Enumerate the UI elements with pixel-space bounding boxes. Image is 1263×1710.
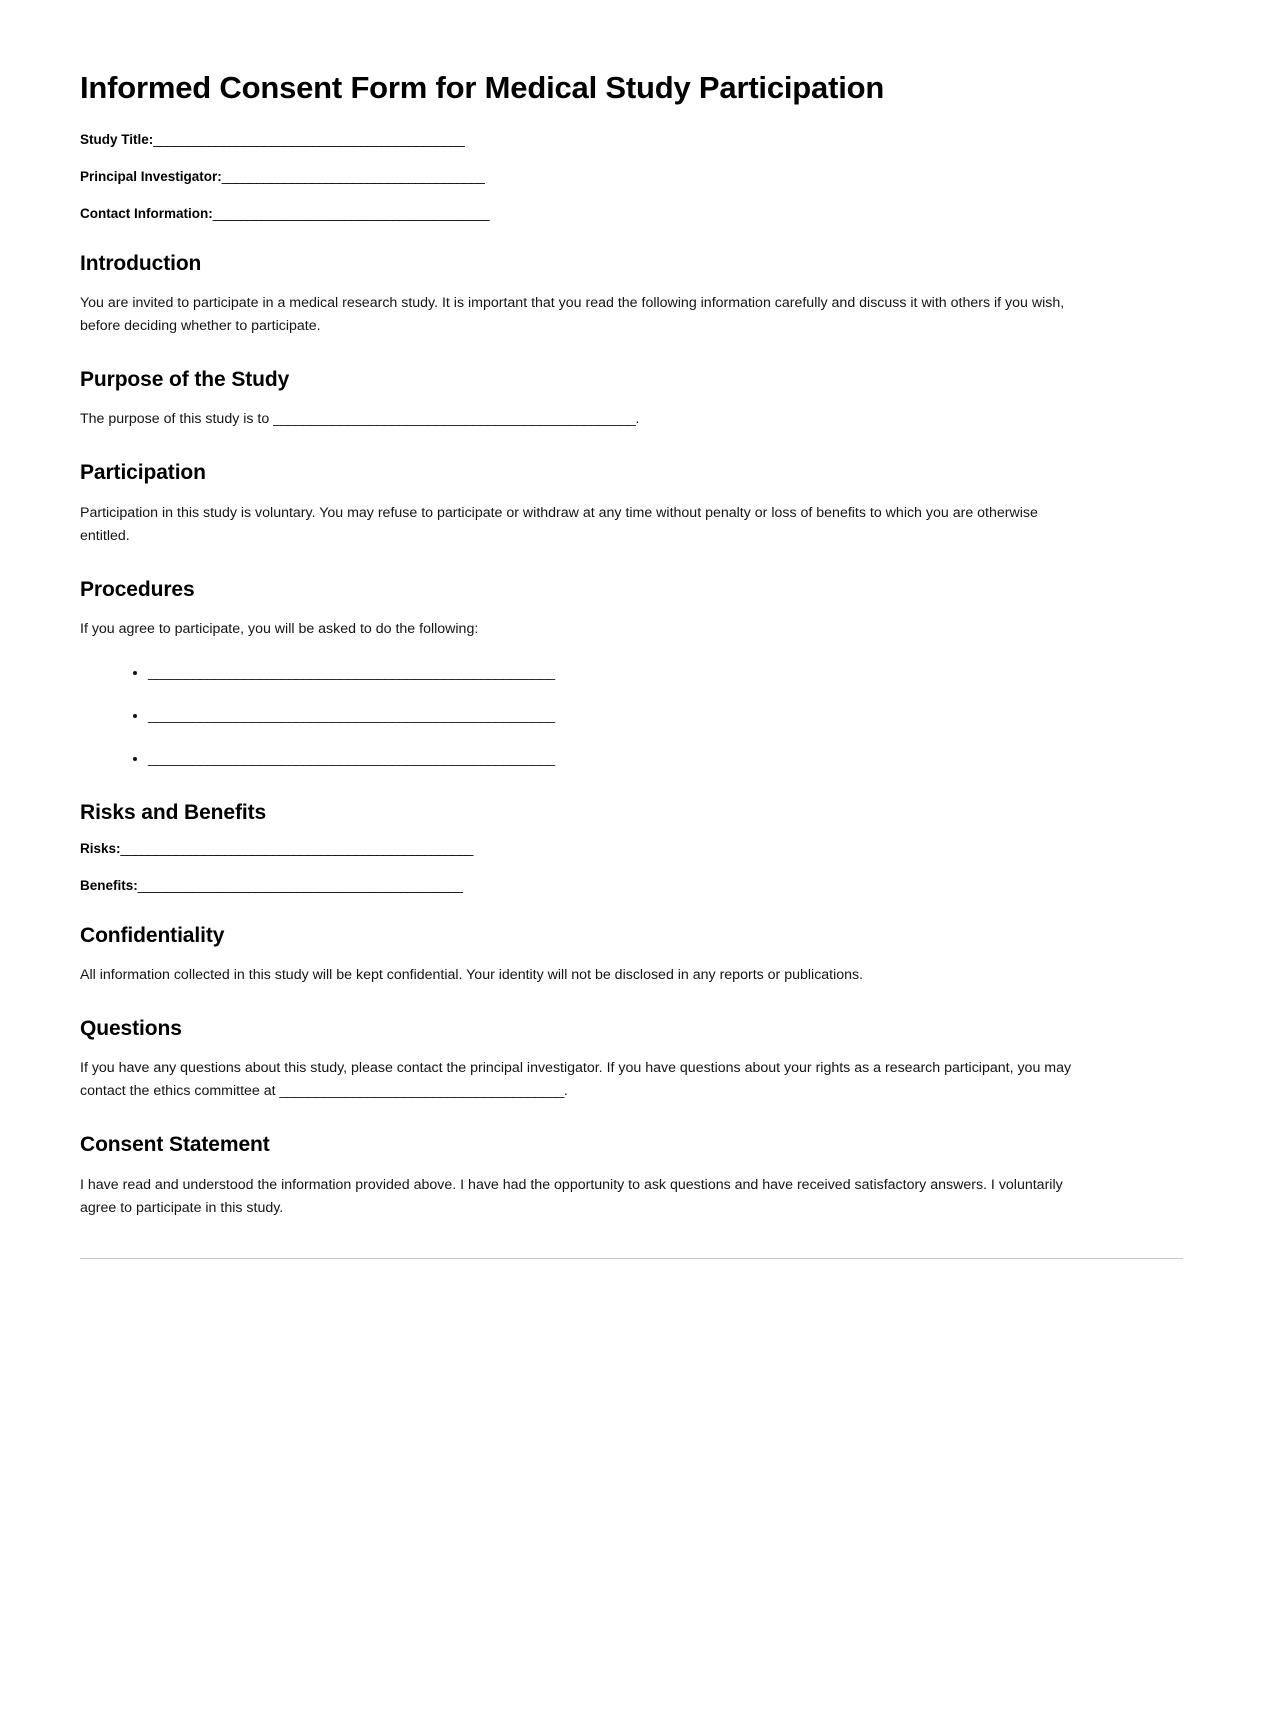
section-body-participation: Participation in this study is voluntary. You may refuse to participate or withdraw at any time without penalty or loss of benefits to which you are otherwise entitled. (80, 504, 1038, 544)
field-blank-principal-investigator[interactable]: ______________________________________ (221, 168, 485, 184)
field-label-risks: Risks: (80, 840, 121, 856)
page-title: Informed Consent Form for Medical Study Participation (80, 70, 885, 105)
questions-lead-text: If you have any questions about this study, please contact the principal investigator. If you have questions about your rights as a research participant, you may contact the ethics committee at (80, 1060, 1072, 1100)
section-heading-purpose: Purpose of the Study (80, 368, 290, 392)
section-heading-confidentiality: Confidentiality (80, 924, 225, 948)
section-heading-consent-statement: Consent Statement (80, 1133, 270, 1157)
field-benefits (80, 878, 1183, 894)
section-lead-procedures: If you agree to participate, you will be asked to do the following: (80, 620, 479, 637)
field-blank-risks[interactable]: ___________________________________________________ (120, 840, 473, 856)
list-item (148, 663, 1183, 684)
purpose-lead-text: The purpose of this study is to (80, 411, 274, 428)
section-body-purpose (80, 408, 1183, 431)
procedure-blank-3[interactable]: _______________________________________________________ (148, 751, 555, 768)
field-label-contact-information: Contact Information: (80, 206, 213, 222)
field-blank-benefits[interactable]: _______________________________________________ (137, 877, 463, 893)
procedure-blank-2[interactable]: _______________________________________________________ (148, 708, 555, 725)
field-risks (80, 841, 1183, 857)
section-heading-participation: Participation (80, 461, 206, 485)
section-body-questions (80, 1057, 1075, 1103)
purpose-blank[interactable]: _________________________________________________ (273, 411, 636, 428)
procedures-list (80, 663, 1183, 771)
section-body-consent-statement: I have read and understood the information provided above. I have had the opportunity to ask questions and have received satisfactory answers. I voluntarily agree to participate in this study. (80, 1176, 1063, 1216)
field-label-benefits: Benefits: (80, 877, 138, 893)
field-principal-investigator (80, 169, 1183, 185)
questions-blank[interactable]: _______________________________________ (279, 1083, 564, 1100)
questions-trailing-period: . (563, 1083, 568, 1100)
field-study-title (80, 132, 1183, 148)
list-item (148, 706, 1183, 727)
footer-divider (80, 1258, 1183, 1259)
field-blank-contact-information[interactable]: ________________________________________ (212, 206, 490, 222)
section-body-introduction: You are invited to participate in a medical research study. It is important that you read the following information carefully and discuss it with others if you wish, before deciding whether to participate. (80, 295, 1065, 335)
purpose-trailing-period: . (635, 411, 640, 428)
list-item (148, 749, 1183, 770)
section-heading-risks-and-benefits: Risks and Benefits (80, 800, 267, 824)
field-contact-information (80, 206, 1183, 222)
field-blank-study-title[interactable]: _____________________________________________ (153, 131, 465, 147)
field-label-principal-investigator: Principal Investigator: (80, 168, 222, 184)
section-body-confidentiality: All information collected in this study will be kept confidential. Your identity will not be disclosed in any reports or publications. (80, 967, 864, 984)
section-heading-questions: Questions (80, 1017, 182, 1041)
section-heading-introduction: Introduction (80, 252, 202, 276)
section-heading-procedures: Procedures (80, 577, 195, 601)
procedure-blank-1[interactable]: _______________________________________________________ (148, 664, 555, 681)
field-label-study-title: Study Title: (80, 131, 154, 147)
